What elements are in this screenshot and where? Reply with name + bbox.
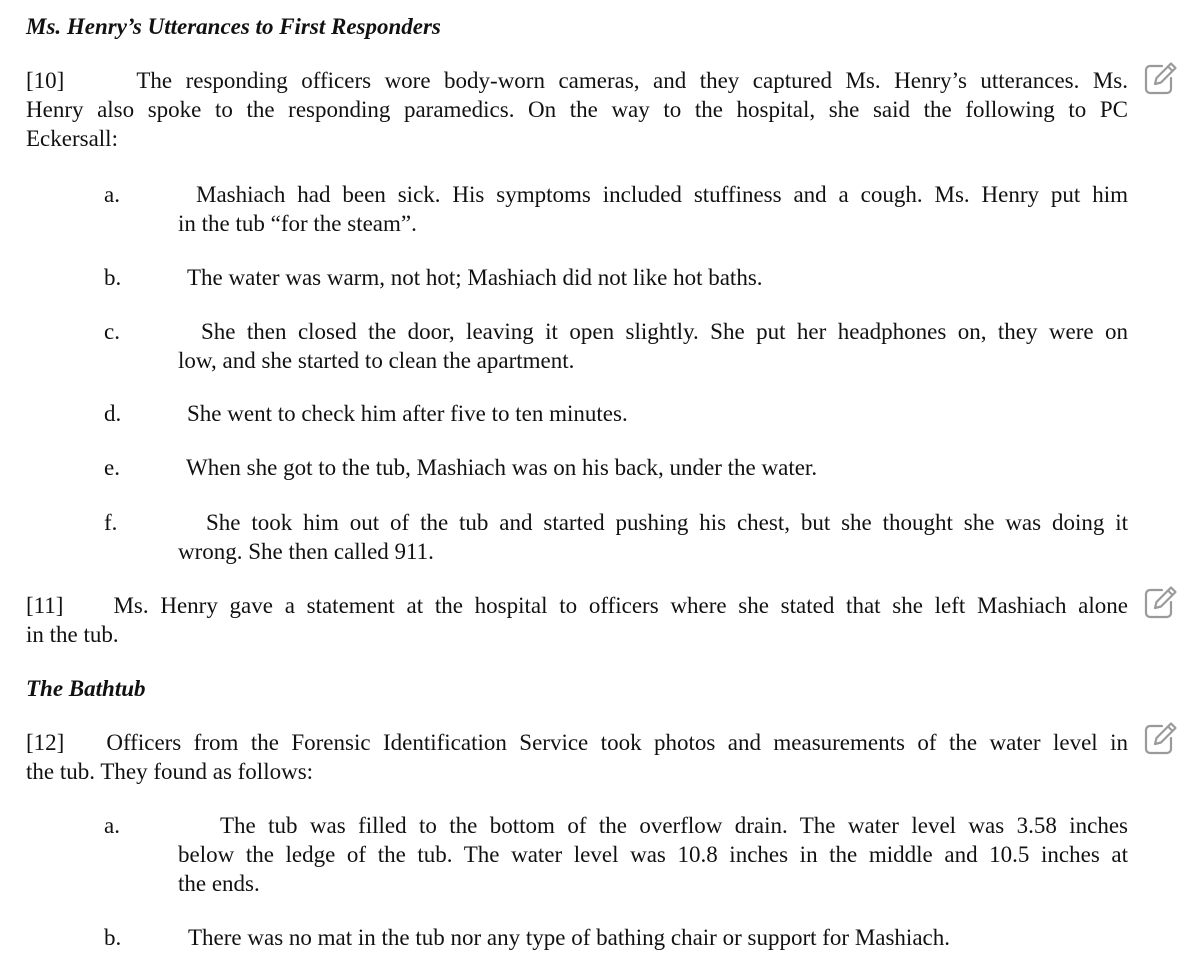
list-item-letter: a. — [104, 813, 120, 838]
list-item-line: The water was warm, not hot; Mashiach did not like hot baths. — [187, 265, 763, 290]
paragraph-text: The responding officers wore body-worn cameras, and they captured Ms. Henry’s utterances. Ms. — [136, 68, 1128, 93]
list-item-line: the ends. — [178, 871, 260, 896]
paragraph-text: Officers from the Forensic Identification Service took photos and measurements of the water level in — [106, 730, 1128, 755]
list-item-text — [178, 453, 1128, 482]
list-item-line: The tub was filled to the bottom of the overflow drain. The water level was 3.58 inches — [220, 813, 1128, 838]
list-item-line: low, and she started to clean the apartment. — [178, 348, 575, 373]
paragraph-number: [10] — [26, 68, 65, 93]
list-item-line: There was no mat in the tub nor any type of bathing chair or support for Mashiach. — [188, 925, 950, 950]
list-item-text — [178, 180, 1128, 238]
list-item-line: wrong. She then called 911. — [178, 539, 434, 564]
list-item-letter: b. — [104, 265, 122, 290]
list-item-text — [178, 508, 1128, 566]
list-item-line: She went to check him after five to ten minutes. — [187, 401, 628, 426]
list-item-line: Mashiach had been sick. His symptoms included stuffiness and a cough. Ms. Henry put him — [196, 182, 1128, 207]
list-item-text — [178, 317, 1128, 375]
list-item-line: She took him out of the tub and started pushing his chest, but she thought she was doing it — [206, 510, 1128, 535]
paragraph-text: Ms. Henry gave a statement at the hospital to officers where she stated that she left Mashiach alone — [113, 593, 1128, 618]
section-heading-utterances: Ms. Henry’s Utterances to First Responders — [26, 14, 441, 39]
paragraph-12-line-1 — [26, 728, 1128, 757]
list-item-letter: d. — [104, 401, 122, 426]
list-item-text — [178, 811, 1128, 898]
edit-note-icon[interactable] — [1140, 718, 1180, 758]
paragraph-10 — [26, 66, 1128, 153]
edit-note-icon[interactable] — [1140, 582, 1180, 622]
paragraph-11 — [26, 591, 1128, 649]
list-item-letter: b. — [104, 925, 122, 950]
edit-note-icon-graphic — [1140, 582, 1180, 622]
list-item-line: She then closed the door, leaving it open slightly. She put her headphones on, they were on — [201, 319, 1128, 344]
paragraph-10-line-3: Eckersall: — [26, 126, 118, 151]
list-item-line: below the ledge of the tub. The water level was 10.8 inches in the middle and 10.5 inches at — [178, 842, 1128, 867]
edit-note-icon-graphic — [1140, 718, 1180, 758]
list-item-text — [178, 399, 1128, 428]
list-item-line: in the tub “for the steam”. — [178, 211, 417, 236]
paragraph-10-line-1 — [26, 66, 1128, 95]
list-item-letter: e. — [104, 455, 120, 480]
section-heading-bathtub: The Bathtub — [26, 676, 146, 701]
paragraph-10-line-2: Henry also spoke to the responding paramedics. On the way to the hospital, she said the following to PC — [26, 97, 1128, 122]
paragraph-number: [12] — [26, 730, 65, 755]
paragraph-12 — [26, 728, 1128, 786]
paragraph-11-line-1 — [26, 591, 1128, 620]
edit-note-icon[interactable] — [1140, 58, 1180, 98]
paragraph-number: [11] — [26, 593, 64, 618]
list-item-letter: a. — [104, 182, 120, 207]
paragraph-11-line-2: in the tub. — [26, 622, 119, 647]
list-item-text — [178, 923, 1128, 952]
list-item-line: When she got to the tub, Mashiach was on his back, under the water. — [186, 455, 818, 480]
edit-note-icon-graphic — [1140, 58, 1180, 98]
list-item-text — [178, 263, 1128, 292]
list-item-letter: f. — [104, 510, 118, 535]
paragraph-12-line-2: the tub. They found as follows: — [26, 759, 314, 784]
list-item-letter: c. — [104, 319, 120, 344]
